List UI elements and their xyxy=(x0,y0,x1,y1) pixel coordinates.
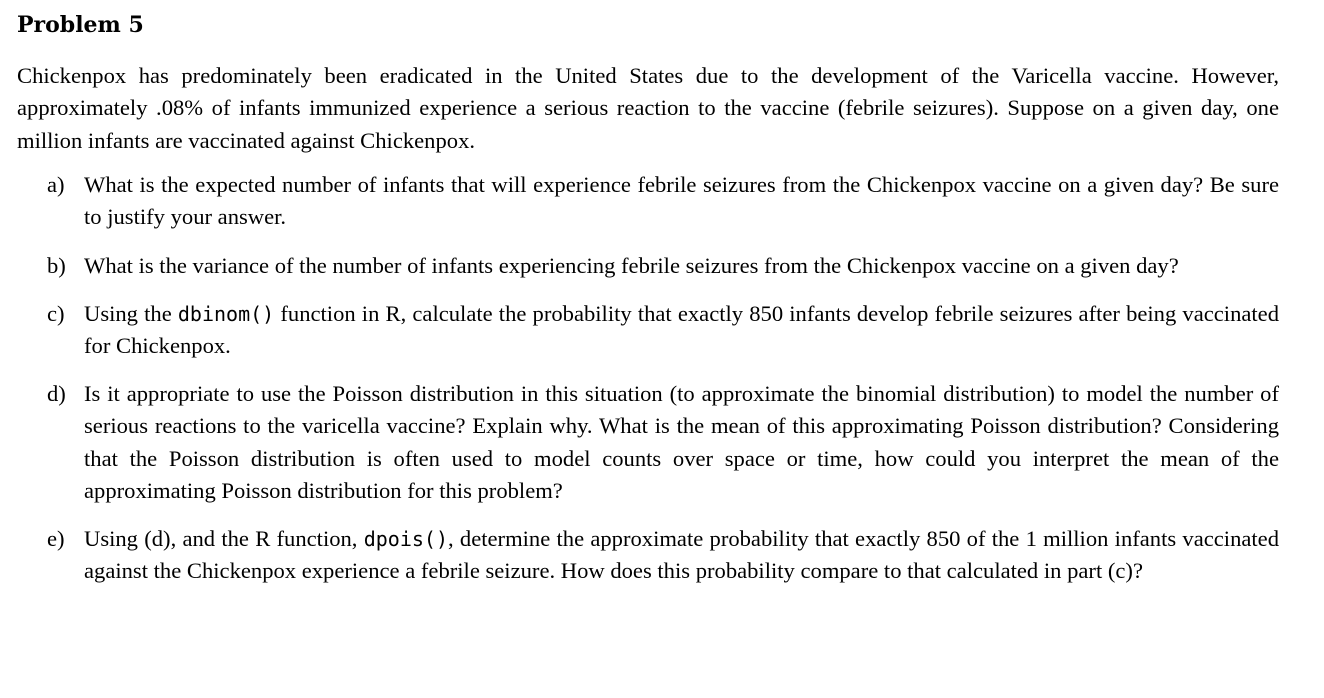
part-b xyxy=(17,250,1279,282)
part-c-text-before: Using the xyxy=(84,300,172,326)
part-b-marker: b) xyxy=(47,252,66,278)
part-e xyxy=(17,523,1279,587)
part-d-text: Is it appropriate to use the Poisson distribution in this situation (to approximate the binomial distribution) to model the number of serious reactions to the varicella vaccine? Explain why. What is the mean of this approximating Poisson distribution? Considering that the Poisson distribution is often used to model counts over space or time, how could you interpret the mean of the approximating Poisson distribution for this problem? xyxy=(84,381,1279,503)
problem-title: Problem 5 xyxy=(17,12,144,38)
part-a-marker: a) xyxy=(47,172,65,198)
part-b-text: What is the variance of the number of infants experiencing febrile seizures from the Chickenpox vaccine on a given day? xyxy=(84,252,1179,278)
part-c xyxy=(17,298,1279,362)
part-c-marker: c) xyxy=(47,300,65,326)
problem-intro: Chickenpox has predominately been eradicated in the United States due to the development of the Varicella vaccine. However, approximately .08% of infants immunized experience a serious reaction to the vaccine (febrile seizures). Suppose on a given day, one million infants are vaccinated against Chickenpox. xyxy=(17,63,1279,153)
part-e-code-dpois: dpois() xyxy=(363,527,449,552)
part-e-text-after: , determine the approximate probability that exactly 850 of the 1 million infants vaccinated against the Chickenpox experience a febrile seizure. How does this probability compare to that calculated in part (c)? xyxy=(84,526,1279,584)
part-c-text-after: function in R, calculate the probability that exactly 850 infants develop febrile seizures after being vaccinated for Chickenpox. xyxy=(84,300,1280,359)
document xyxy=(17,10,1279,603)
part-c-code-dbinom: dbinom() xyxy=(177,301,275,326)
part-e-text-before: Using (d), and the R function, xyxy=(84,526,358,552)
part-d-marker: d) xyxy=(47,381,66,407)
part-d xyxy=(17,378,1279,507)
part-a xyxy=(17,169,1279,233)
problem-parts-list xyxy=(17,169,1279,587)
part-a-text: What is the expected number of infants that will experience febrile seizures from the Chickenpox vaccine on a given day? Be sure to justify your answer. xyxy=(84,172,1279,230)
part-e-marker: e) xyxy=(47,526,65,552)
